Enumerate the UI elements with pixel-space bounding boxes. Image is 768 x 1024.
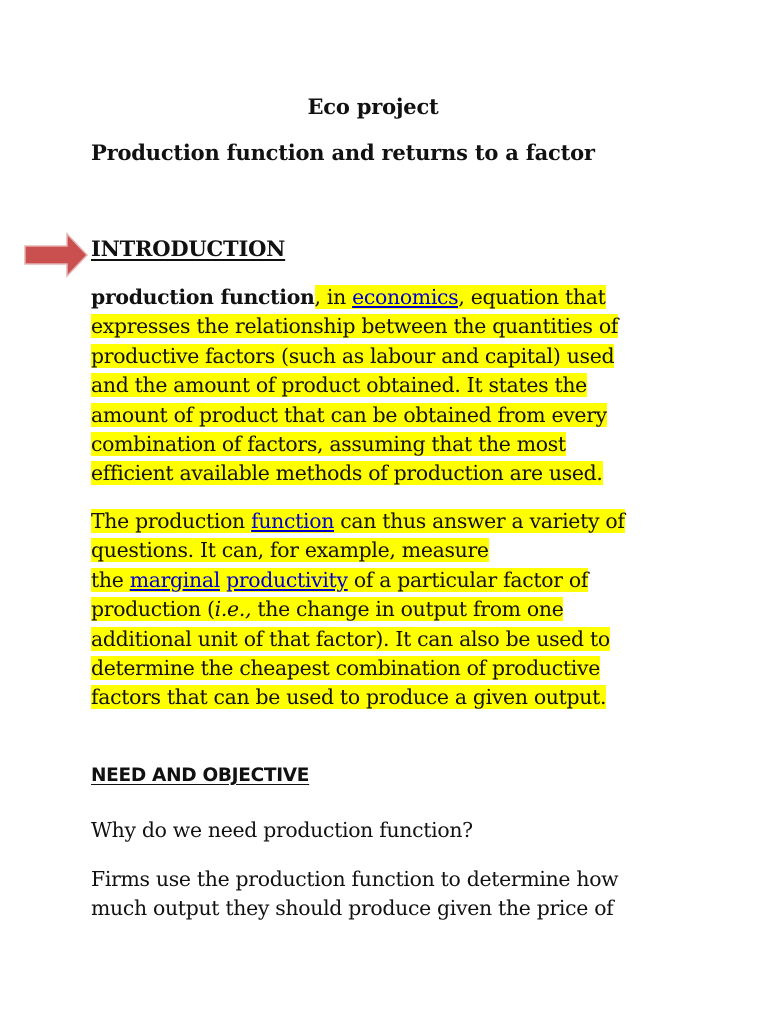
highlighted-text: , in xyxy=(314,285,353,309)
text-line: Why do we need production function? xyxy=(91,818,473,842)
highlighted-text: efficient available methods of production are used. xyxy=(91,461,603,486)
link-marginal[interactable]: marginal xyxy=(129,567,220,592)
text-line xyxy=(91,312,691,341)
link-productivity[interactable]: productivity xyxy=(226,567,348,592)
introduction-heading: INTRODUCTION xyxy=(91,236,286,261)
document-title: Eco project xyxy=(307,94,439,119)
text-line: Firms use the production function to determine how xyxy=(91,867,619,891)
text-line xyxy=(91,430,691,459)
document-subtitle: Production function and returns to a factor xyxy=(91,140,595,165)
intro-paragraph-2 xyxy=(91,507,691,713)
need-objective-heading: NEED AND OBJECTIVE xyxy=(91,765,310,786)
text-line xyxy=(91,625,691,654)
highlighted-text: the xyxy=(91,567,130,592)
text-line: much output they should produce given the price of xyxy=(91,896,614,921)
highlighted-text: of a particular factor of xyxy=(347,567,589,592)
text-line xyxy=(91,342,691,371)
highlighted-text: productive factors (such as labour and capital) used xyxy=(91,343,615,368)
need-paragraph xyxy=(91,865,691,924)
text-line xyxy=(91,459,691,488)
link-function[interactable]: function xyxy=(251,509,335,533)
highlighted-text: expresses the relationship between the quantities of xyxy=(91,314,619,339)
highlighted-text: the change in output from one xyxy=(251,597,564,622)
text-line xyxy=(91,371,691,400)
right-arrow-icon xyxy=(23,232,89,278)
text-line xyxy=(91,507,691,536)
italic-ie: i.e., xyxy=(214,597,252,622)
text-line xyxy=(91,566,691,595)
intro-paragraph-1 xyxy=(91,283,691,489)
highlighted-text: additional unit of that factor). It can also be used to xyxy=(91,626,610,651)
highlighted-text: questions. It can, for example, measure xyxy=(91,538,489,563)
text-line xyxy=(91,283,691,312)
highlighted-text: amount of product that can be obtained from every xyxy=(91,402,607,427)
highlighted-text: determine the cheapest combination of productive xyxy=(91,655,600,680)
bold-term: production function xyxy=(91,285,315,309)
highlighted-text: The production xyxy=(91,509,252,533)
arrow-shape xyxy=(25,234,87,276)
highlighted-text: and the amount of product obtained. It states the xyxy=(91,373,587,398)
link-economics[interactable]: economics xyxy=(352,285,459,309)
text-line xyxy=(91,536,691,565)
text-line xyxy=(91,654,691,683)
need-question xyxy=(91,816,691,845)
highlighted-text: production ( xyxy=(91,597,215,622)
highlighted-text: factors that can be used to produce a given output. xyxy=(91,685,607,710)
highlighted-text: combination of factors, assuming that the most xyxy=(91,431,566,456)
text-line xyxy=(91,683,691,712)
text-line xyxy=(91,401,691,430)
highlighted-text: can thus answer a variety of xyxy=(334,509,625,533)
highlighted-text: , equation that xyxy=(458,285,606,309)
text-line xyxy=(91,595,691,624)
